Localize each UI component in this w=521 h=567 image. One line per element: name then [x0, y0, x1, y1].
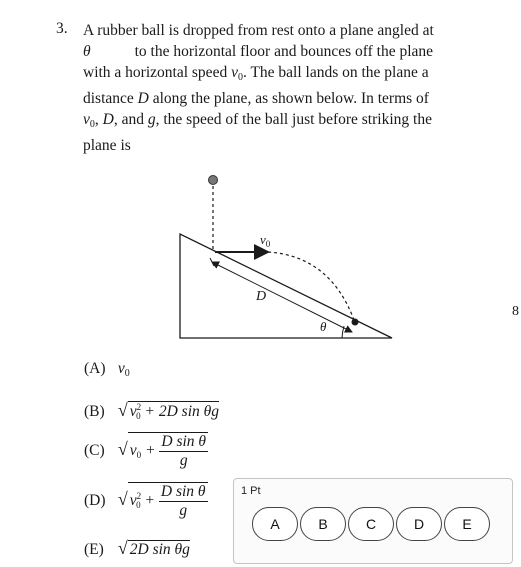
distance-symbol: D — [102, 111, 114, 128]
dropped-ball — [209, 176, 218, 185]
question-text-segment: distance — [83, 90, 134, 107]
choice-d-plus: + — [140, 492, 159, 510]
incline-plane — [180, 234, 392, 338]
choice-d-label: (D) — [84, 492, 106, 510]
question-text-segment: A rubber ball is dropped from rest onto a plane angled at — [83, 22, 434, 39]
choice-e — [84, 538, 190, 559]
sqrt-icon: √ — [117, 538, 128, 558]
incline-diagram — [170, 168, 400, 348]
side-page-number: 8 — [512, 304, 519, 319]
choice-b — [84, 400, 219, 421]
question-line-5 — [83, 109, 493, 135]
choice-c-label: (C) — [84, 442, 105, 460]
question-line-3 — [83, 62, 493, 88]
choice-b-term2: + 2D sin θg — [140, 403, 220, 420]
theta-symbol: θ — [83, 43, 91, 60]
sqrt-icon: √ — [117, 439, 128, 460]
choice-b-label: (B) — [84, 403, 105, 420]
comma: , — [94, 111, 103, 128]
question-text-segment: to the horizontal floor and bounces off the plane — [134, 43, 434, 60]
choice-b-expression — [128, 401, 219, 421]
angle-label: θ — [320, 319, 327, 334]
choice-c-expression — [128, 432, 208, 470]
choice-d-sub: 0 — [136, 500, 141, 511]
choice-d-denominator: g — [179, 502, 188, 519]
choice-a-subscript: 0 — [124, 368, 130, 379]
angle-arc — [342, 326, 344, 338]
question-text — [83, 20, 493, 156]
question-text-segment: plane is — [83, 137, 131, 154]
question-line-6 — [83, 135, 493, 156]
option-a-button[interactable]: A — [252, 507, 298, 541]
question-line-2 — [83, 41, 493, 62]
v0-label-base: v — [260, 232, 266, 247]
answer-options — [252, 507, 490, 541]
question-text-segment: and — [121, 111, 144, 128]
question-line-1 — [83, 20, 493, 41]
sqrt-icon: √ — [117, 489, 128, 510]
v0-label-sub: 0 — [265, 239, 271, 249]
choice-d-fraction — [159, 483, 208, 520]
choice-d-numerator: D sin θ — [160, 483, 206, 500]
distance-arrow — [212, 262, 352, 332]
answer-panel — [233, 478, 513, 564]
landing-ball — [352, 319, 359, 326]
trajectory-path — [268, 252, 354, 320]
choice-a — [84, 360, 130, 379]
v0-symbol: v — [83, 111, 90, 128]
distance-symbol: D — [137, 90, 149, 107]
comma: , — [113, 111, 122, 128]
distance-label: D — [256, 289, 267, 304]
choice-d-sup: 2 — [136, 491, 142, 502]
choice-c — [84, 432, 208, 470]
choice-c-v: v — [129, 442, 137, 460]
choice-c-fraction — [159, 433, 208, 470]
choice-e-label: (E) — [84, 541, 104, 558]
sqrt-icon: √ — [117, 400, 128, 420]
choice-d-expression — [128, 482, 208, 520]
option-e-button[interactable]: E — [444, 507, 490, 541]
points-label: 1 Pt — [241, 485, 261, 497]
v0-subscript: 0 — [89, 119, 95, 130]
choice-b-term1: v — [129, 403, 137, 420]
question-text-segment: with a horizontal speed — [83, 64, 228, 81]
question-line-4 — [83, 88, 493, 109]
v0-symbol: v — [231, 64, 238, 81]
choice-a-label: (A) — [84, 360, 106, 377]
choice-d — [84, 482, 208, 520]
question-number: 3. — [56, 20, 68, 37]
choice-d-v: v — [129, 492, 137, 510]
choice-c-numerator: D sin θ — [161, 433, 207, 450]
choice-e-expression: 2D sin θg — [129, 541, 190, 558]
choice-c-sub: 0 — [136, 450, 142, 461]
v0-subscript: 0 — [237, 72, 243, 83]
choice-c-plus: + — [141, 442, 160, 460]
question-text-segment: . The ball lands on the plane a — [242, 64, 429, 81]
choice-a-expression: v — [117, 360, 125, 377]
question-text-segment: along the plane, as shown below. In terms of — [152, 90, 429, 107]
option-d-button[interactable]: D — [396, 507, 442, 541]
choice-b-sup: 2 — [136, 402, 142, 412]
option-b-button[interactable]: B — [300, 507, 346, 541]
v0-label — [260, 232, 271, 249]
question-text-segment: , the speed of the ball just before striking the — [155, 111, 432, 128]
gravity-symbol: g — [147, 111, 156, 128]
choice-b-sub: 0 — [136, 411, 141, 421]
choice-c-denominator: g — [179, 452, 188, 469]
option-c-button[interactable]: C — [348, 507, 394, 541]
distance-tick — [210, 258, 214, 266]
